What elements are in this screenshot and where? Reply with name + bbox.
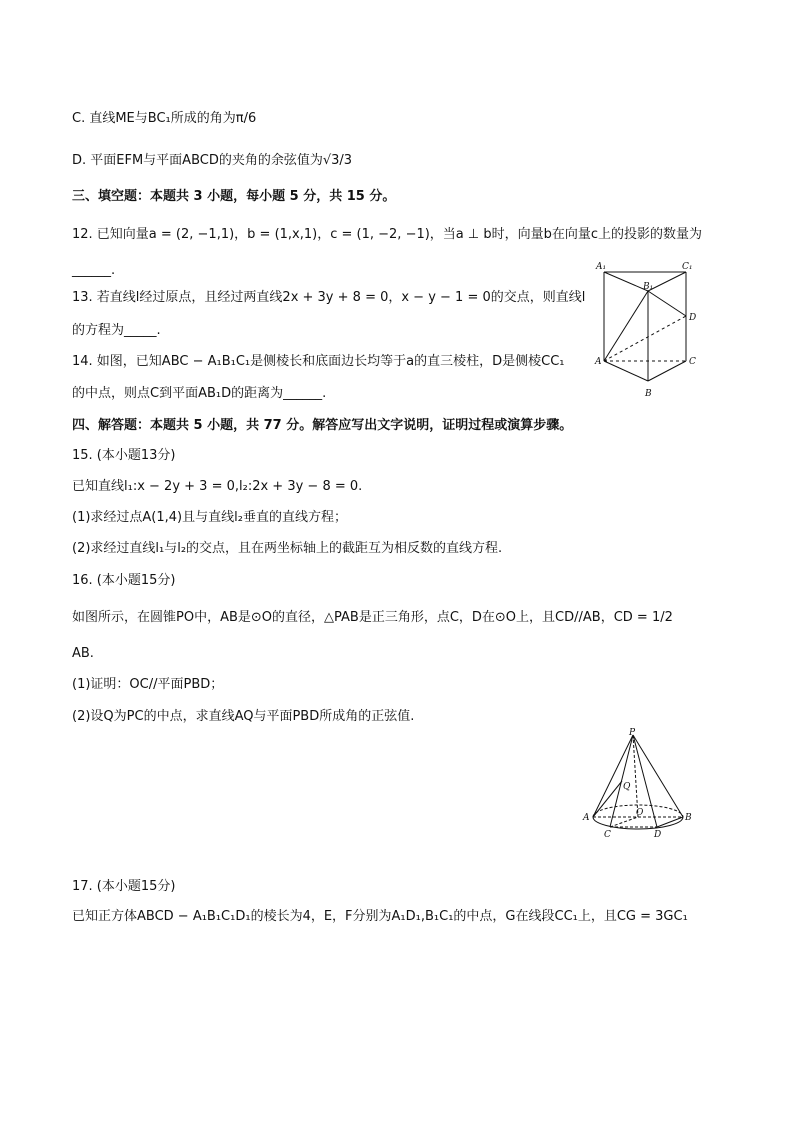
question-16-part1: (1)证明：OC//平面PBD； — [72, 677, 224, 692]
prism-label-b1: B₁ — [643, 282, 654, 292]
section-3-heading: 三、填空题：本题共 3 小题，每小题 5 分，共 15 分。 — [72, 189, 396, 204]
question-12-line1: 12. 已知向量a = (2, −1,1)，b = (1,x,1)，c = (1, −2, −1)，当a ⊥ b时，向量b在向量c上的投影的数量为 — [72, 227, 703, 242]
question-14-line2: 的中点，则点C到平面AB₁D的距离为______. — [72, 386, 327, 401]
prism-figure — [590, 258, 705, 403]
question-16-part2: (2)设Q为PC的中点，求直线AQ与平面PBD所成角的正弦值. — [72, 709, 415, 724]
prism-label-b: B — [645, 389, 652, 399]
question-15-text: 已知直线l₁:x − 2y + 3 = 0,l₂:2x + 3y − 8 = 0. — [72, 479, 363, 494]
prism-label-d: D — [689, 313, 697, 323]
cone-label-p: P — [629, 728, 636, 738]
question-17-header: 17. (本小题15分) — [72, 879, 176, 894]
prism-label-a1: A₁ — [596, 262, 607, 272]
question-15-part1: (1)求经过点A(1,4)且与直线l₂垂直的直线方程； — [72, 510, 347, 525]
question-12-line2: ______. — [72, 263, 116, 278]
question-15-part2: (2)求经过直线l₁与l₂的交点，且在两坐标轴上的截距互为相反数的直线方程. — [72, 541, 503, 556]
question-16-header: 16. (本小题15分) — [72, 573, 176, 588]
cone-label-d: D — [654, 830, 662, 840]
question-16-text-line1: 如图所示，在圆锥PO中，AB是⊙O的直径，△PAB是正三角形，点C，D在⊙O上，且CD//AB，CD = 1/2 — [72, 610, 673, 625]
section-4-heading: 四、解答题：本题共 5 小题，共 77 分。解答应写出文字说明，证明过程或演算步骤。 — [72, 418, 573, 433]
question-16-text-line2: AB. — [72, 646, 94, 661]
prism-label-c: C — [689, 357, 696, 367]
cone-label-q: Q — [623, 782, 631, 792]
prism-label-c1: C₁ — [682, 262, 693, 272]
prism-label-a: A — [595, 357, 602, 367]
question-14-line1: 14. 如图，已知ABC − A₁B₁C₁是侧棱长和底面边长均等于a的直三棱柱，D是侧棱CC₁ — [72, 354, 565, 369]
question-17-text: 已知正方体ABCD − A₁B₁C₁D₁的棱长为4，E，F分别为A₁D₁,B₁C₁的中点，G在线段CC₁上，且CG = 3GC₁ — [72, 909, 688, 924]
option-d: D. 平面EFM与平面ABCD的夹角的余弦值为√3/3 — [72, 153, 353, 168]
question-13-line1: 13. 若直线l经过原点，且经过两直线2x + 3y + 8 = 0，x − y − 1 = 0的交点，则直线l — [72, 290, 586, 305]
cone-label-b: B — [685, 813, 692, 823]
cone-label-c: C — [604, 830, 611, 840]
option-c: C. 直线ME与BC₁所成的角为π/6 — [72, 111, 257, 126]
question-15-header: 15. (本小题13分) — [72, 448, 176, 463]
cone-label-o: O — [636, 808, 644, 818]
question-13-line2: 的方程为_____. — [72, 323, 161, 338]
cone-label-a: A — [583, 813, 590, 823]
cone-figure — [580, 727, 690, 842]
